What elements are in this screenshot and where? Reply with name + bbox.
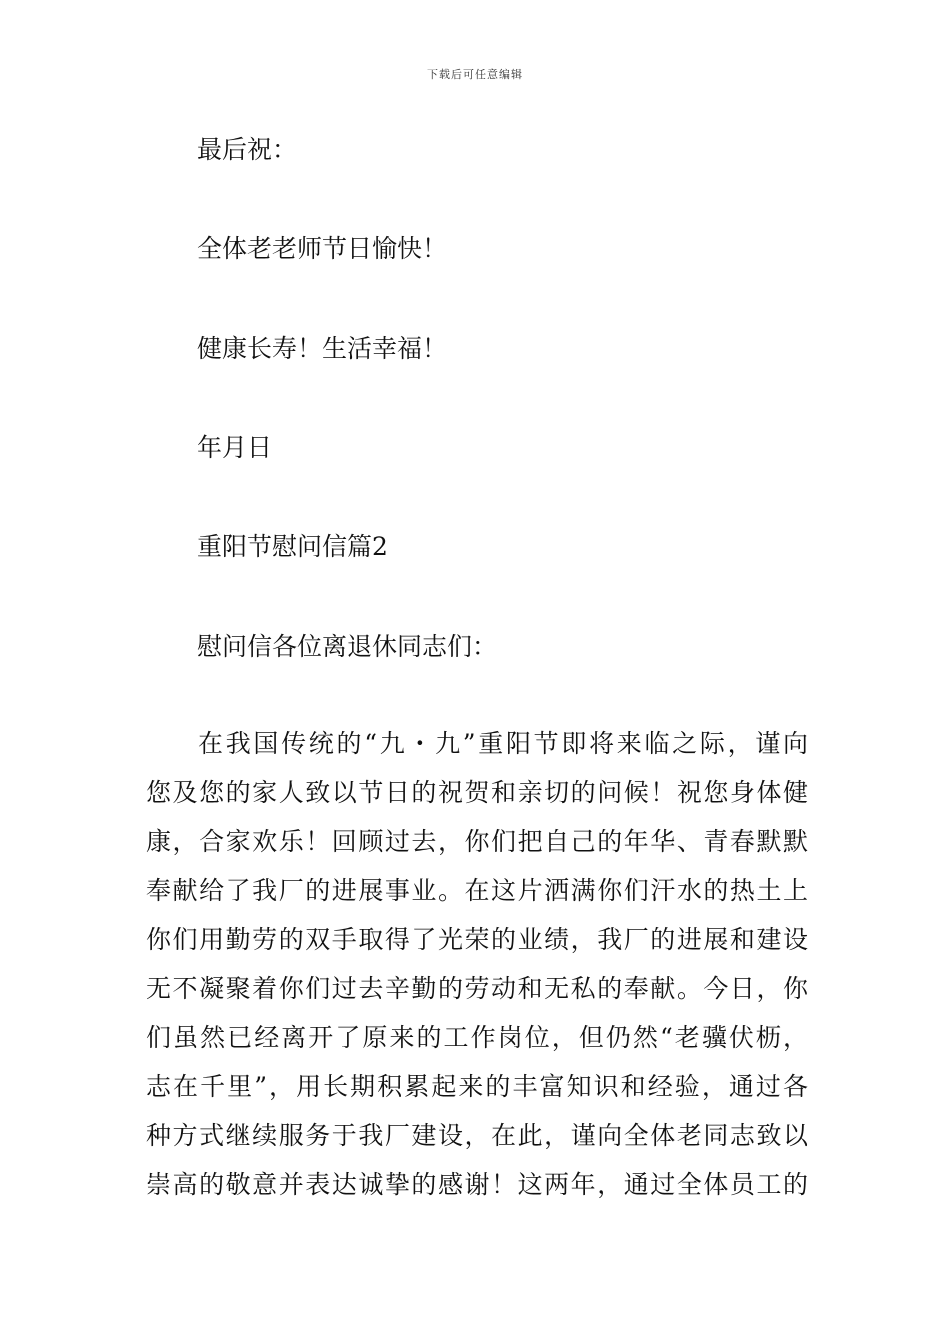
body-line: 康，合家欢乐！回顾过去，你们把自己的年华、青春默默 — [146, 827, 808, 856]
date-line: 年月日 — [197, 433, 273, 462]
body-line: 无不凝聚着你们过去辛勤的劳动和无私的奉献。今日，你 — [146, 974, 808, 1003]
body-line: 志在千里”，用长期积累起来的丰富知识和经验，通过各 — [146, 1072, 808, 1101]
wish-line-1: 全体老老师节日愉快！ — [197, 234, 448, 263]
closing-line: 最后祝： — [197, 135, 298, 164]
body-line: 们虽然已经离开了原来的工作岗位，但仍然“老骥伏枥， — [146, 1023, 808, 1052]
body-line: 你们用勤劳的双手取得了光荣的业绩，我厂的进展和建设 — [146, 925, 808, 954]
wish-line-2: 健康长寿！生活幸福！ — [197, 334, 448, 363]
body-line: 种方式继续服务于我厂建设，在此，谨向全体老同志致以 — [146, 1121, 808, 1150]
page-header-note: 下载后可任意编辑 — [427, 68, 523, 81]
body-line: 您及您的家人致以节日的祝贺和亲切的问候！祝您身体健 — [146, 778, 808, 807]
body-line: 崇高的敬意并表达诚挚的感谢！这两年，通过全体员工的 — [146, 1170, 808, 1199]
section-title: 重阳节慰问信篇2 — [197, 532, 388, 561]
letter-body-paragraph — [146, 729, 808, 1219]
body-line: 在我国传统的“九・九”重阳节即将来临之际，谨向 — [198, 729, 808, 758]
salutation: 慰问信各位离退休同志们： — [197, 632, 498, 661]
body-line: 奉献给了我厂的进展事业。在这片洒满你们汗水的热土上 — [146, 876, 808, 905]
